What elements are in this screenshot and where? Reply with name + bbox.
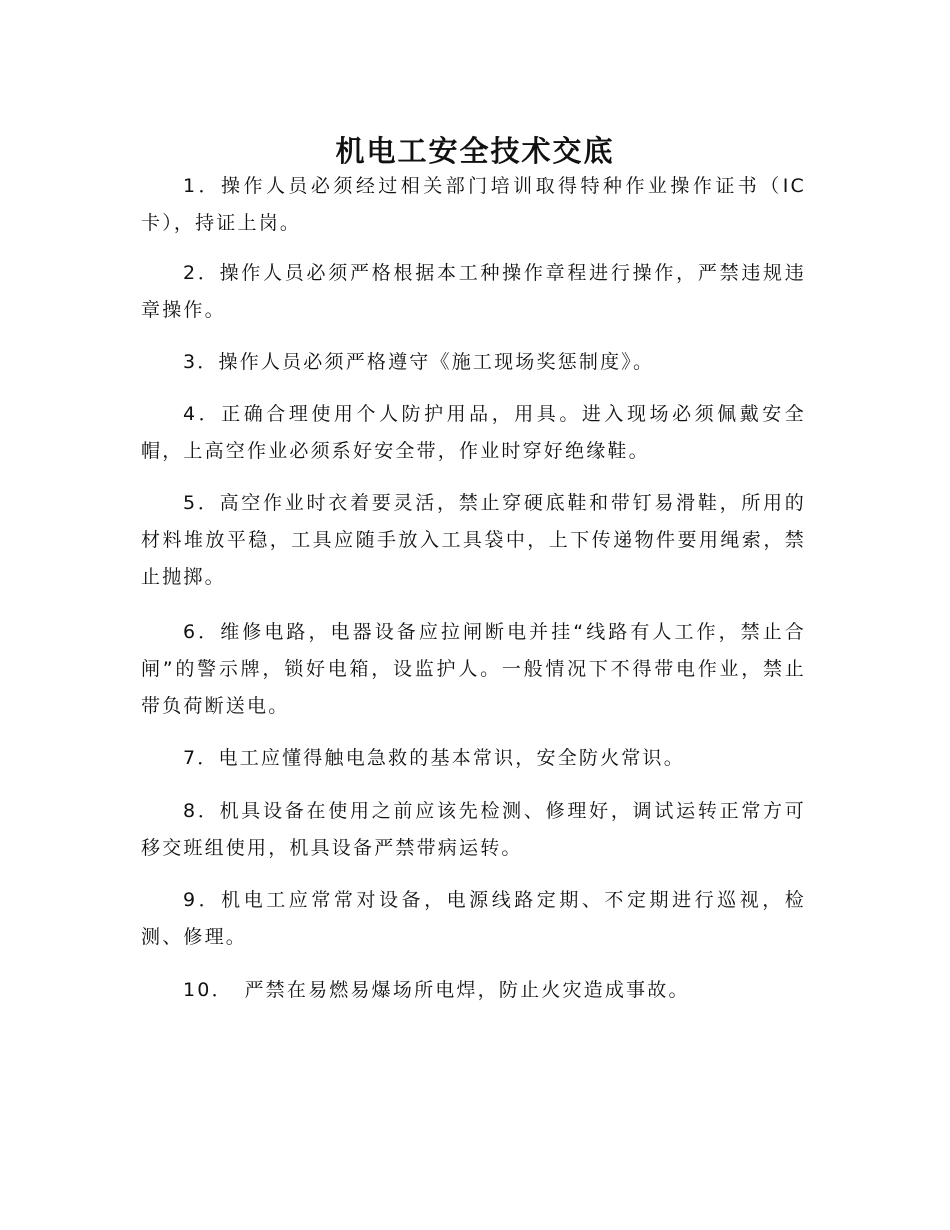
paragraph-7: 7．电工应懂得触电急救的基本常识，安全防火常识。 bbox=[183, 747, 685, 769]
paragraph-1: 1．操作人员必须经过相关部门培训取得特种作业操作证书（IC卡），持证上岗。 bbox=[141, 175, 806, 234]
paragraph-4: 4．正确合理使用个人防护用品，用具。进入现场必须佩戴安全帽，上高空作业必须系好安全带，作业时穿好绝缘鞋。 bbox=[141, 403, 806, 462]
paragraph-2: 2．操作人员必须严格根据本工种操作章程进行操作，严禁违规违章操作。 bbox=[141, 262, 806, 321]
paragraph-8: 8．机具设备在使用之前应该先检测、修理好，调试运转正常方可移交班组使用，机具设备严禁带病运转。 bbox=[141, 800, 806, 859]
paragraph-6: 6．维修电路，电器设备应拉闸断电并挂“线路有人工作，禁止合闸”的警示牌，锁好电箱，设监护人。一般情况下不得带电作业，禁止带负荷断送电。 bbox=[141, 621, 806, 717]
document-title: 机电工安全技术交底 bbox=[335, 134, 615, 169]
paragraph-9: 9．机电工应常常对设备，电源线路定期、不定期进行巡视，检测、修理。 bbox=[141, 889, 806, 948]
paragraph-10: 10． 严禁在易燃易爆场所电焊，防止火灾造成事故。 bbox=[183, 979, 690, 1001]
paragraph-3: 3．操作人员必须严格遵守《施工现场奖惩制度》。 bbox=[183, 351, 655, 373]
paragraph-5: 5．高空作业时衣着要灵活，禁止穿硬底鞋和带钉易滑鞋，所用的材料堆放平稳，工具应随手放入工具袋中，上下传递物件要用绳索，禁止抛掷。 bbox=[141, 492, 806, 588]
